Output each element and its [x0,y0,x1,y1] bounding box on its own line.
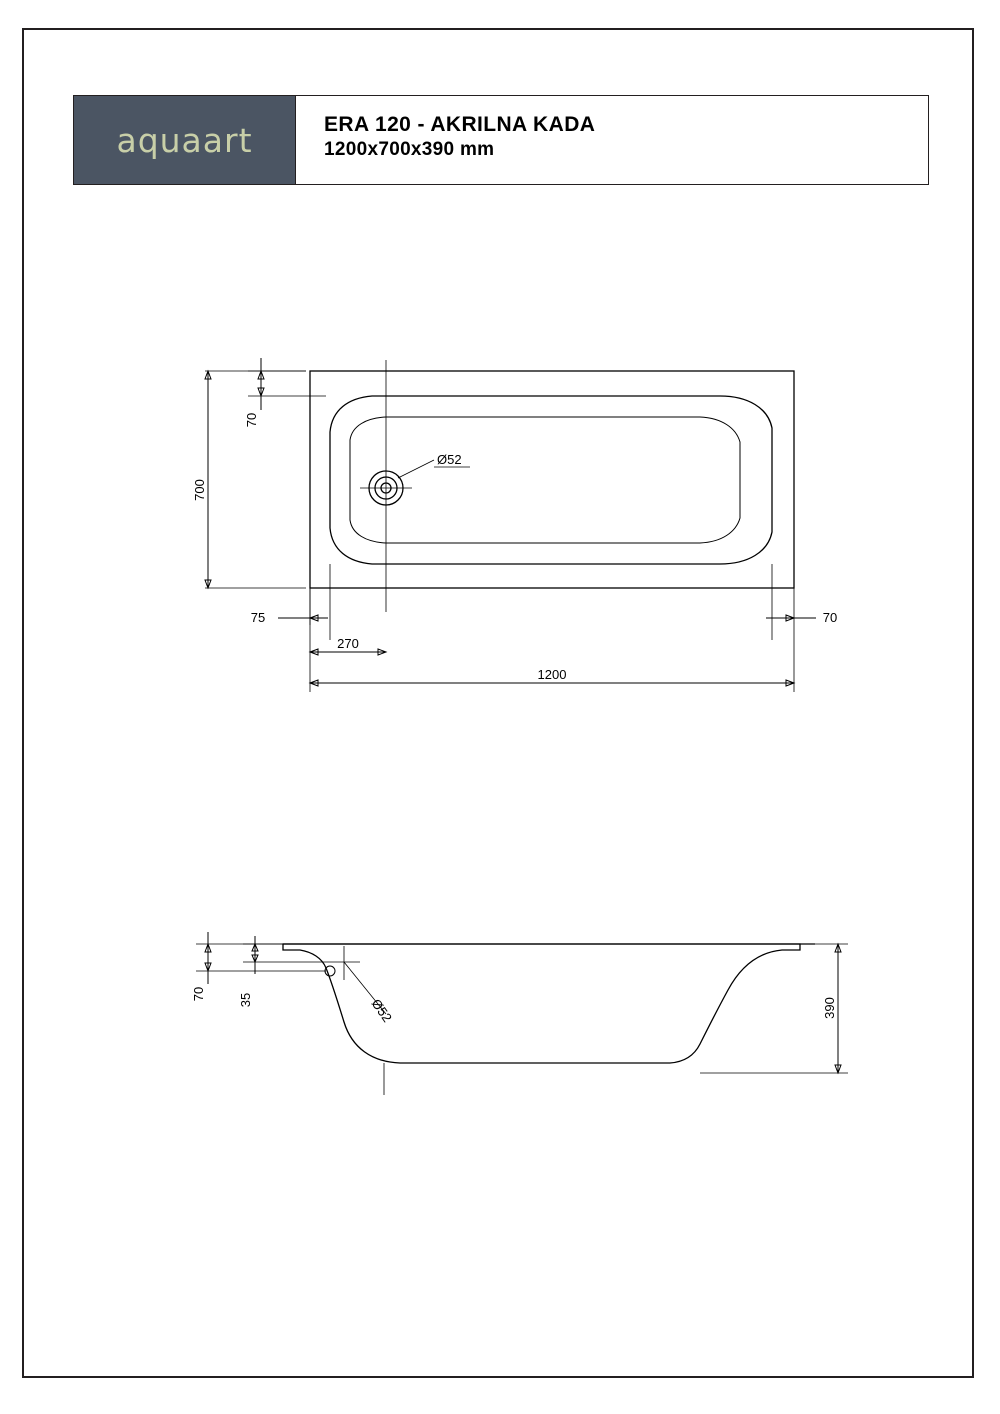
dim-label-top-70-left: 70 [244,412,259,428]
dim-label-top-drain-diameter: Ø52 [437,452,462,467]
dim-label-top-75: 75 [250,610,266,625]
dim-label-top-270: 270 [337,636,359,651]
brand-logo [74,96,296,184]
title-block [73,95,929,185]
dim-label-top-70-right: 70 [822,610,838,625]
dim-label-top-1200: 1200 [537,667,567,682]
product-dimensions: 1200x700x390 mm [324,139,495,161]
sheet-border [22,28,974,1378]
logo-text: aquaart [116,120,253,160]
dim-label-side-390: 390 [822,997,837,1019]
title-text-cell [296,96,928,184]
dim-label-side-35: 35 [238,992,253,1008]
title-underline [73,184,929,185]
dim-label-side-70: 70 [191,986,206,1002]
dim-label-side-drain-diameter: Ø52 [368,996,395,1025]
dim-label-top-700: 700 [192,479,207,501]
product-title: ERA 120 - AKRILNA KADA [324,113,596,136]
